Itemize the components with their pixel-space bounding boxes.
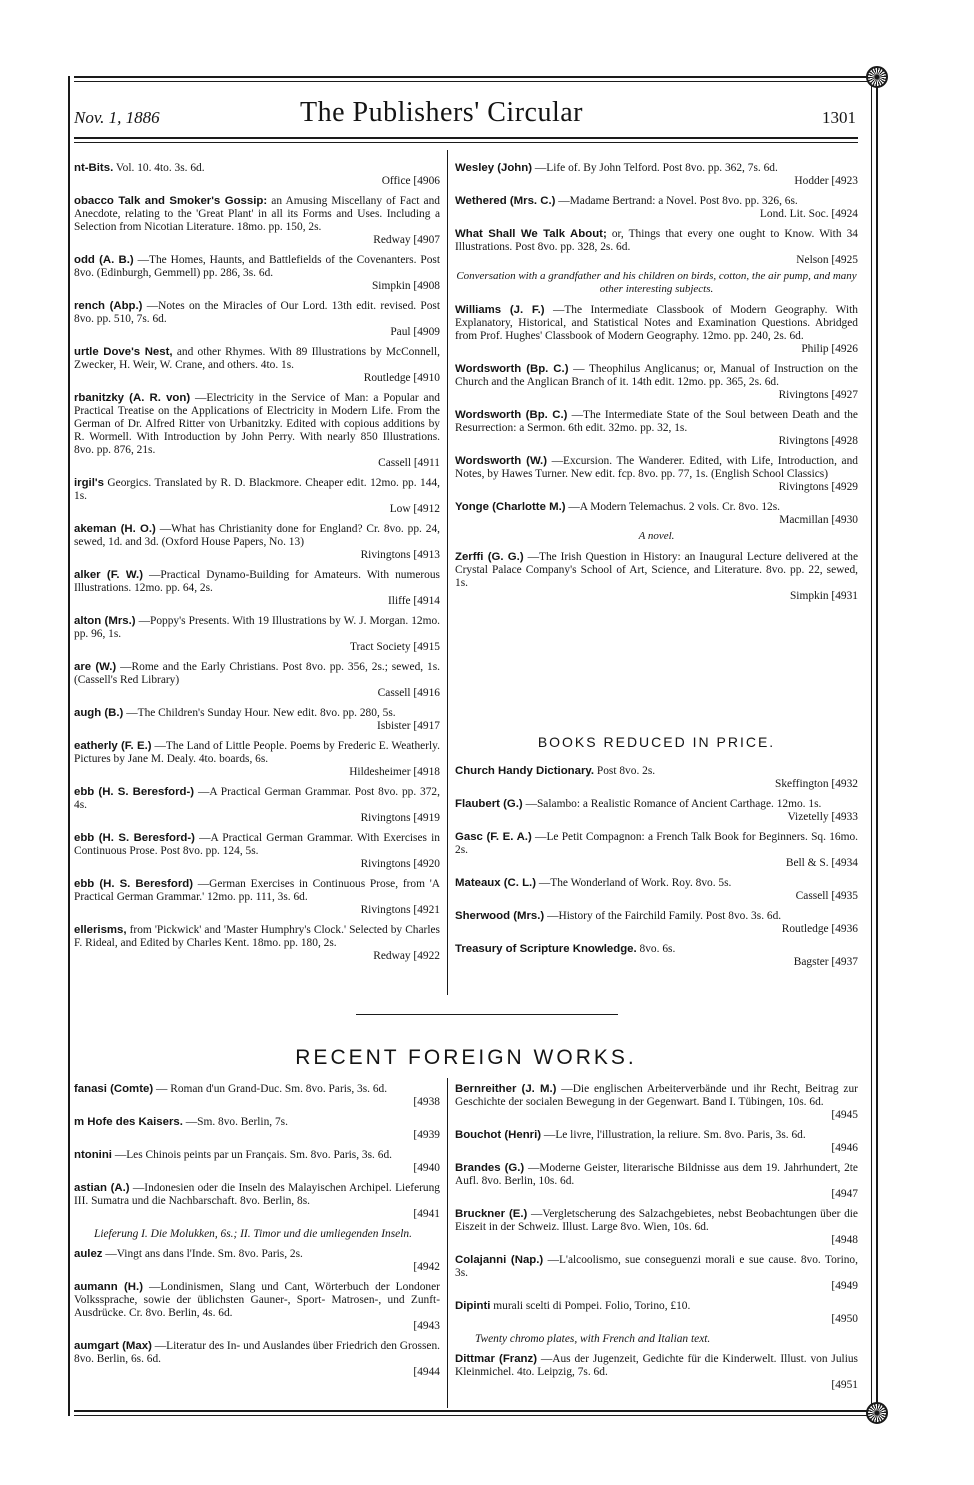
left-margin-rule — [68, 76, 70, 1416]
entry-publisher-number: [4939 — [413, 1129, 440, 1141]
catalogue-entry — [455, 943, 858, 969]
entry-description: —Salambo: a Realistic Romance of Ancient Carthage. 12mo. 1s. — [525, 798, 822, 810]
catalogue-entry — [455, 162, 858, 188]
entry-description: —Die englischen Arbeiterverbände und ihr Recht, Beitrag zur Geschichte der socialen Bewegung in der Gegenwart. Band I. Tübingen, 10s. 6d. — [455, 1083, 858, 1108]
entry-description: — Roman d'un Grand-Duc. Sm. 8vo. Paris, 3s. 6d. — [155, 1083, 388, 1095]
entry-publisher-number: [4943 — [413, 1320, 440, 1332]
entry-heading: m Hofe des Kaisers. — [74, 1116, 183, 1128]
entry-description: —The Land of Little People. Poems by Frederic E. Weatherly. Pictures by Jane M. Dealy. 4to. boards, 6s. — [74, 740, 440, 765]
entry-heading: Gasc (F. E. A.) — [455, 831, 532, 843]
entry-heading: Wesley (John) — [455, 162, 533, 174]
entry-description: —The Intermediate State of the Soul between Death and the Resurrection: a Sermon. 6th edit. 32mo. pp. 32, 1s. — [455, 409, 858, 434]
catalogue-entry — [74, 1083, 440, 1109]
entry-note: A novel. — [638, 530, 675, 542]
entry-heading: Mateaux (C. L.) — [455, 877, 537, 889]
entry-publisher-number: [4944 — [413, 1366, 440, 1378]
entry-heading: Wordsworth (W.) — [455, 455, 548, 467]
catalogue-entry — [455, 228, 858, 267]
entry-publisher-number: Cassell [4935 — [795, 890, 858, 902]
entry-publisher-number: Cassell [4916 — [377, 687, 440, 699]
section-separator — [356, 1014, 618, 1015]
books-reduced-list — [455, 765, 858, 976]
catalogue-entry — [455, 765, 858, 791]
ornament-rosette-icon — [866, 66, 888, 88]
bottom-rule-thin — [74, 1415, 870, 1416]
entry-heading: Church Handy Dictionary. — [455, 765, 595, 777]
entry-publisher-number: [4947 — [831, 1188, 858, 1200]
catalogue-entry — [74, 162, 440, 188]
entry-description: —Les Chinois peints par un Français. Sm. 8vo. Paris, 3s. 6d. — [114, 1149, 392, 1161]
entry-description: —L'alcoolismo, sue conseguenzi morali e sue cause. 8vo. Torino, 3s. — [455, 1254, 858, 1279]
ornament-rosette-icon — [866, 1402, 888, 1424]
entry-publisher-number: Rivingtons [4921 — [360, 904, 440, 916]
catalogue-entry — [74, 615, 440, 654]
entry-description: —Aus der Jugenzeit, Gedichte für die Kinderwelt. Illust. von Julius Kleinmichel. 4to. Leipzig, 7s. 6d. — [455, 1353, 858, 1378]
foreign-works-title: RECENT FOREIGN WORKS. — [295, 1046, 637, 1069]
entry-heading: Yonge (Charlotte M.) — [455, 501, 566, 513]
entry-heading: What Shall We Talk About; — [455, 228, 607, 240]
catalogue-entry — [74, 1228, 440, 1241]
entry-heading: Zerffi (G. G.) — [455, 551, 524, 563]
catalogue-entry — [455, 304, 858, 356]
entry-heading: Dipinti — [455, 1300, 491, 1312]
right-border-rule — [876, 86, 878, 1416]
foreign-column-divider — [447, 1078, 448, 1408]
entry-heading: fanasi (Comte) — [74, 1083, 154, 1095]
entry-description: —The Wonderland of Work. Roy. 8vo. 5s. — [538, 877, 732, 889]
entry-description: and other Rhymes. With 89 Illustrations by McConnell, Zwecker, H. Weir, W. Crane, and others. 4to. 1s. — [74, 346, 440, 371]
catalogue-entry — [74, 1281, 440, 1333]
entry-publisher-number: Routledge [4936 — [781, 923, 858, 935]
top-rule-thin — [74, 81, 870, 82]
entry-heading: are (W.) — [74, 661, 117, 673]
entry-description: —Life of. By John Telford. Post 8vo. pp. 362, 7s. 6d. — [534, 162, 778, 174]
entry-description: —Electricity in the Service of Man: a Popular and Practical Treatise on the Applications of Electricity in Modern Life. From the German of Dr. Alfred Ritter von Urbanitzky. Edited with copious additions by R. Wormell. With Introduction by John Perry. With nearly 850 Illustrations. 8vo. pp. 876, 21s. — [74, 392, 440, 456]
entry-heading: Wordsworth (Bp. C.) — [455, 409, 568, 421]
header-rule — [74, 137, 858, 139]
catalogue-entry — [74, 1116, 440, 1142]
entry-description: murali scelti di Pompei. Folio, Torino, £10. — [493, 1300, 691, 1312]
catalogue-entry — [74, 1340, 440, 1379]
header-date: Nov. 1, 1886 — [74, 108, 160, 127]
entry-publisher-number: Isbister [4917 — [377, 720, 440, 732]
entry-heading: obacco Talk and Smoker's Gossip: — [74, 195, 268, 207]
entry-description: —The Homes, Haunts, and Battlefields of the Covenanters. Post 8vo. (Edinburgh, Gemmell) pp. 286, 3s. 6d. — [74, 254, 441, 279]
entry-description: —Excursion. The Wanderer. Edited, with Life, Introduction, and Notes, by Hawes Turner. New edit. fcp. 8vo. pp. 77, 1s. (English School Classics) — [455, 455, 858, 480]
entry-publisher-number: [4949 — [831, 1280, 858, 1292]
catalogue-entry — [74, 1182, 440, 1221]
entry-publisher-number: Redway [4907 — [373, 234, 440, 246]
catalogue-entry — [74, 195, 440, 247]
entry-publisher-number: Rivingtons [4913 — [360, 549, 440, 561]
entry-publisher-number: [4940 — [413, 1162, 440, 1174]
catalogue-entry — [455, 1162, 858, 1201]
entry-description: —The Irish Question in History: an Inaugural Lecture delivered at the Crystal Palace Company's School of Art, Science, and Literature. 8vo. pp. 22, sewed, 1s. — [455, 551, 858, 589]
entry-publisher-number: [4938 — [413, 1096, 440, 1108]
entry-description: —Madame Bertrand: a Novel. Post 8vo. pp. 326, 6s. — [558, 195, 798, 207]
entry-publisher-number: Nelson [4925 — [796, 254, 858, 266]
entry-heading: akeman (H. O.) — [74, 523, 156, 535]
foreign-right-column — [455, 1083, 858, 1399]
catalogue-entry — [455, 1129, 858, 1155]
catalogue-entry — [74, 924, 440, 963]
catalogue-entry — [455, 1254, 858, 1293]
entry-publisher-number: [4945 — [831, 1109, 858, 1121]
entry-description: Post 8vo. 2s. — [596, 765, 656, 777]
entry-publisher-number: Tract Society [4915 — [349, 641, 440, 653]
entry-publisher-number: Routledge [4910 — [363, 372, 440, 384]
entry-description: an Amusing Miscellany of Fact and Anecdote, relating to the 'Great Plant' in all its Forms and Uses. Including a Selection from Nicotian Literature. 18mo. pp. 150, 2s. — [74, 195, 440, 233]
entry-heading: aulez — [74, 1248, 103, 1260]
catalogue-entry — [74, 254, 440, 293]
entry-publisher-number: Rivingtons [4927 — [778, 389, 858, 401]
catalogue-entry — [455, 1083, 858, 1122]
entry-description: Lieferung I. Die Molukken, 6s.; II. Timor und die umliegenden Inseln. — [94, 1228, 412, 1240]
entry-heading: augh (B.) — [74, 707, 124, 719]
entry-heading: Flaubert (G.) — [455, 798, 523, 810]
entry-description: —Moderne Geister, literarische Bildnisse aus dem 19. Jahrhundert, 2te Aufl. 8vo. Berlin, 10s. 6d. — [455, 1162, 858, 1187]
catalogue-entry — [455, 501, 858, 527]
catalogue-entry — [455, 1333, 858, 1346]
entry-publisher-number: [4950 — [831, 1313, 858, 1325]
entry-publisher-number: Rivingtons [4929 — [778, 481, 858, 493]
entry-description: from 'Pickwick' and 'Master Humphry's Clock.' Selected by Charles F. Rideal, and Edited by Charles Kent. 18mo. pp. 180, 2s. — [74, 924, 440, 949]
entry-publisher-number: Macmillan [4930 — [779, 514, 858, 526]
entry-publisher-number: Rivingtons [4919 — [360, 812, 440, 824]
entry-description: —Notes on the Miracles of Our Lord. 13th edit. revised. Post 8vo. pp. 510, 7s. 6d. — [74, 300, 441, 325]
catalogue-entry — [455, 1300, 858, 1326]
entry-description: —Vingt ans dans l'Inde. Sm. 8vo. Paris, 2s. — [105, 1248, 303, 1260]
entry-description: or, Things that every one ought to Know. With 34 Illustrations. Post 8vo. pp. 328, 2s. 6d. — [455, 228, 858, 253]
left-column — [74, 162, 440, 970]
entry-description: Vol. 10. 4to. 3s. 6d. — [115, 162, 205, 174]
entry-description: —Londinismen, Slang und Cant, Wörterbuch der Londoner Volkssprache, sowie der üblichsten Gauner-, Sport- Matrosen-, und Zunft-Ausdrücke. Cr. 8vo. Berlin, 4s. 6d. — [74, 1281, 440, 1319]
entry-publisher-number: Vizetelly [4933 — [787, 811, 858, 823]
entry-heading: Wethered (Mrs. C.) — [455, 195, 556, 207]
entry-publisher-number: Iliffe [4914 — [388, 595, 440, 607]
entry-heading: ellerisms, — [74, 924, 127, 936]
catalogue-entry — [74, 661, 440, 700]
entry-heading: nt-Bits. — [74, 162, 114, 174]
entry-description: —History of the Fairchild Family. Post 8vo. 3s. 6d. — [547, 910, 782, 922]
catalogue-entry — [455, 1353, 858, 1392]
header-rule-thin — [74, 142, 858, 143]
entry-heading: Dittmar (Franz) — [455, 1353, 538, 1365]
entry-publisher-number: Low [4912 — [389, 503, 440, 515]
entry-publisher-number: Rivingtons [4928 — [778, 435, 858, 447]
entry-publisher-number: Bell & S. [4934 — [785, 857, 858, 869]
entry-publisher-number: Simpkin [4931 — [789, 590, 858, 602]
entry-publisher-number: Bagster [4937 — [793, 956, 858, 968]
entry-publisher-number: [4946 — [831, 1142, 858, 1154]
entry-heading: rench (Abp.) — [74, 300, 143, 312]
entry-heading: Sherwood (Mrs.) — [455, 910, 545, 922]
entry-heading: astian (A.) — [74, 1182, 130, 1194]
entry-publisher-number: Office [4906 — [381, 175, 440, 187]
entry-publisher-number: Simpkin [4908 — [371, 280, 440, 292]
catalogue-entry — [455, 195, 858, 221]
entry-heading: Bouchot (Henri) — [455, 1129, 542, 1141]
entry-heading: ntonini — [74, 1149, 112, 1161]
header-title: The Publishers' Circular — [300, 97, 583, 128]
catalogue-entry — [455, 910, 858, 936]
entry-heading: Treasury of Scripture Knowledge. — [455, 943, 637, 955]
right-border-rule-inner — [871, 86, 872, 1416]
entry-description: —Rome and the Early Christians. Post 8vo. pp. 356, 2s.; sewed, 1s. (Cassell's Red Library) — [74, 661, 441, 686]
entry-publisher-number: Lond. Lit. Soc. [4924 — [759, 208, 858, 220]
entry-heading: aumann (H.) — [74, 1281, 143, 1293]
entry-description: —Poppy's Presents. With 19 Illustrations by W. J. Morgan. 12mo. pp. 96, 1s. — [74, 615, 440, 640]
books-reduced-title: BOOKS REDUCED IN PRICE. — [537, 734, 776, 750]
entry-publisher-number: Paul [4909 — [390, 326, 440, 338]
entry-publisher-number: Hildesheimer [4918 — [349, 766, 440, 778]
catalogue-entry — [74, 477, 440, 516]
entry-description: —Vergletscherung des Salzachgebietes, nebst Beobachtungen über die Eiszeit in der Schweiz. Illust. Large 8vo. Wien, 10s. 6d. — [455, 1208, 858, 1233]
catalogue-entry — [74, 300, 440, 339]
bottom-rule — [74, 1410, 870, 1412]
entry-description: —The Intermediate Classbook of Modern Geography. With Explanatory, Historical, and Statistical Notes and Examination Questions. Abridged from Prof. Hughes' Classbook of Modern Geography. 12mo. pp. 240, 2s. 6d. — [455, 304, 858, 342]
entry-description: 8vo. 6s. — [639, 943, 676, 955]
entry-publisher-number: [4942 — [413, 1261, 440, 1273]
entry-heading: Brandes (G.) — [455, 1162, 525, 1174]
entry-description: —A Practical German Grammar. With Exercises in Continuous Prose. Post 8vo. pp. 124, 5s. — [74, 832, 440, 857]
catalogue-entry — [74, 707, 440, 733]
entry-publisher-number: Hodder [4923 — [794, 175, 858, 187]
entry-heading: aumgart (Max) — [74, 1340, 152, 1352]
entry-publisher-number: Rivingtons [4920 — [360, 858, 440, 870]
entry-heading: ebb (H. S. Beresford-) — [74, 832, 195, 844]
entry-description: Twenty chromo plates, with French and Italian text. — [475, 1333, 711, 1345]
entry-description: —Practical Dynamo-Building for Amateurs. With numerous Illustrations. 12mo. pp. 64, 2s. — [74, 569, 440, 594]
entry-description: —Literatur des In- und Auslandes über Friedrich den Grossen. 8vo. Berlin, 6s. 6d. — [74, 1340, 440, 1365]
catalogue-entry — [455, 877, 858, 903]
right-column — [455, 162, 858, 610]
catalogue-entry — [455, 831, 858, 870]
catalogue-entry — [74, 786, 440, 825]
entry-heading: alker (F. W.) — [74, 569, 143, 581]
entry-description: —A Practical German Grammar. Post 8vo. pp. 372, 4s. — [74, 786, 440, 811]
catalogue-entry — [74, 346, 440, 385]
catalogue-entry — [455, 363, 858, 402]
catalogue-entry — [74, 392, 440, 470]
entry-heading: eatherly (F. E.) — [74, 740, 152, 752]
entry-publisher-number: [4951 — [831, 1379, 858, 1391]
column-divider — [447, 150, 448, 995]
catalogue-entry — [74, 740, 440, 779]
catalogue-entry — [455, 409, 858, 448]
entry-publisher-number: Redway [4922 — [373, 950, 440, 962]
entry-publisher-number: Philip [4926 — [801, 343, 858, 355]
entry-description: —A Modern Telemachus. 2 vols. Cr. 8vo. 12s. — [568, 501, 780, 513]
catalogue-entry — [74, 523, 440, 562]
entry-heading: Bruckner (E.) — [455, 1208, 528, 1220]
top-rule — [74, 76, 870, 78]
catalogue-entry — [455, 798, 858, 824]
catalogue-entry — [455, 1208, 858, 1247]
entry-heading: ebb (H. S. Beresford-) — [74, 786, 195, 798]
header-page-number: 1301 — [822, 108, 856, 127]
entry-description: —Le livre, l'illustration, la reliure. Sm. 8vo. Paris, 3s. 6d. — [543, 1129, 806, 1141]
foreign-left-column — [74, 1083, 440, 1386]
entry-description: Georgics. Translated by R. D. Blackmore. Cheaper edit. 12mo. pp. 144, 1s. — [74, 477, 440, 502]
entry-publisher-number: Cassell [4911 — [378, 457, 440, 469]
entry-note: Conversation with a grandfather and his children on birds, cotton, the air pump, and many other interesting subjects. — [456, 270, 857, 295]
entry-description: —German Exercises in Continuous Prose, from 'A Practical German Grammar.' 12mo. pp. 111, 3s. 6d. — [74, 878, 440, 903]
entry-heading: alton (Mrs.) — [74, 615, 136, 627]
entry-description: —Le Petit Compagnon: a French Talk Book for Beginners. Sq. 16mo. 2s. — [455, 831, 858, 856]
entry-heading: odd (A. B.) — [74, 254, 134, 266]
entry-publisher-number: [4948 — [831, 1234, 858, 1246]
catalogue-entry — [74, 832, 440, 871]
catalogue-entry — [455, 551, 858, 603]
entry-publisher-number: Skeffington [4932 — [775, 778, 858, 790]
catalogue-entry — [74, 878, 440, 917]
entry-heading: Colajanni (Nap.) — [455, 1254, 544, 1266]
catalogue-entry — [455, 455, 858, 494]
catalogue-entry — [74, 569, 440, 608]
catalogue-entry — [74, 1149, 440, 1175]
entry-heading: rbanitzky (A. R. von) — [74, 392, 191, 404]
entry-publisher-number: [4941 — [413, 1208, 440, 1220]
entry-heading: urtle Dove's Nest, — [74, 346, 173, 358]
entry-description: —The Children's Sunday Hour. New edit. 8vo. pp. 280, 5s. — [126, 707, 396, 719]
entry-description: —Indonesien oder die Inseln des Malayischen Archipel. Lieferung III. Sumatra und die Nachbarschaft. 8vo. Berlin, 8s. — [74, 1182, 440, 1207]
entry-heading: Wordsworth (Bp. C.) — [455, 363, 569, 375]
entry-heading: Williams (J. F.) — [455, 304, 545, 316]
entry-heading: irgil's — [74, 477, 104, 489]
entry-heading: Bernreither (J. M.) — [455, 1083, 557, 1095]
catalogue-entry — [74, 1248, 440, 1274]
entry-heading: ebb (H. S. Beresford) — [74, 878, 194, 890]
entry-description: —Sm. 8vo. Berlin, 7s. — [185, 1116, 288, 1128]
entry-description: —What has Christianity done for England? Cr. 8vo. pp. 24, sewed, 1d. and 3d. (Oxford House Papers, No. 13) — [74, 523, 440, 548]
entry-description: — Theophilus Anglicanus; or, Manual of Instruction on the Church and the Anglican Branch of it. 14th edit. 12mo. pp. 365, 2s. 6d. — [455, 363, 858, 388]
